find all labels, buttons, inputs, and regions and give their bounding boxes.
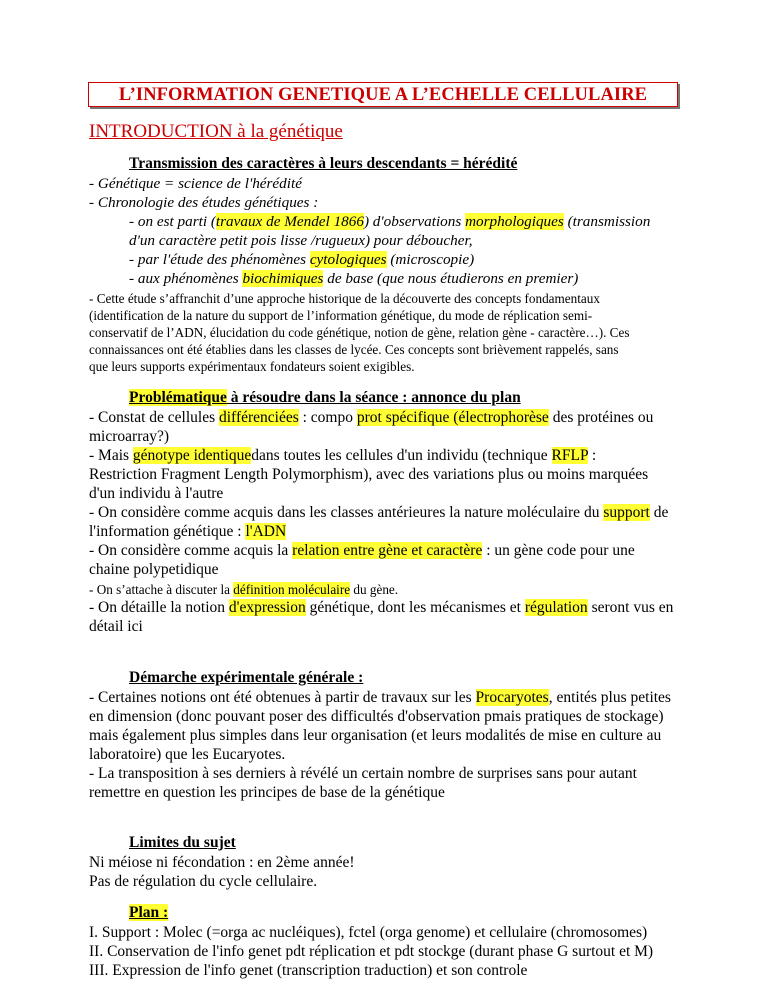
highlight: Problématique bbox=[129, 389, 227, 406]
highlight: régulation bbox=[524, 599, 588, 616]
line: III. Expression de l'info genet (transcription traduction) et son controle bbox=[89, 962, 528, 979]
line: détail ici bbox=[89, 618, 143, 635]
line: (identification de la nature du support de l’information génétique, du mode de réplication semi- bbox=[89, 308, 593, 323]
line: connaissances ont été établies dans les classes de lycée. Ces concepts sont brièvement rappelés, sans bbox=[89, 342, 619, 357]
line: l'information génétique : l'ADN bbox=[89, 523, 287, 540]
line: - aux phénomènes biochimiques de base (que nous étudierons en premier) bbox=[129, 270, 579, 287]
highlight: morphologiques bbox=[465, 213, 564, 230]
method-heading: Démarche expérimentale générale : bbox=[129, 669, 364, 686]
highlight: Procaryotes bbox=[475, 689, 549, 706]
line: laboratoire) que les Eucaryotes. bbox=[89, 746, 286, 763]
line: - Génétique = science de l'hérédité bbox=[89, 175, 302, 192]
title-box bbox=[88, 82, 678, 107]
highlight: RFLP bbox=[551, 447, 589, 464]
highlight: d'expression bbox=[228, 599, 306, 616]
line: - On considère comme acquis la relation entre gène et caractère : un gène code pour une bbox=[89, 542, 635, 559]
limits-heading: Limites du sujet bbox=[129, 834, 236, 851]
problem-heading: Problématique à résoudre dans la séance : annonce du plan bbox=[129, 389, 521, 406]
line: - par l'étude des phénomènes cytologiques (microscopie) bbox=[129, 251, 475, 268]
document-title: L’INFORMATION GENETIQUE A L’ECHELLE CELLULAIRE bbox=[118, 85, 648, 105]
heredity-heading: Transmission des caractères à leurs descendants = hérédité bbox=[129, 155, 518, 172]
highlight: Plan : bbox=[129, 904, 169, 921]
line: - Cette étude s’affranchit d’une approche historique de la découverte des concepts fondamentaux bbox=[89, 291, 600, 306]
highlight: l'ADN bbox=[245, 523, 287, 540]
line: microarray?) bbox=[89, 428, 170, 445]
line: Ni méiose ni fécondation : en 2ème année! bbox=[89, 854, 355, 871]
line: - La transposition à ses derniers à révélé un certain nombre de surprises sans pour autant bbox=[89, 765, 637, 782]
intro-heading: INTRODUCTION à la génétique bbox=[89, 121, 343, 142]
highlight: génotype identique bbox=[132, 447, 252, 464]
line: - Constat de cellules différenciées : compo prot spécifique (électrophorèse des protéines ou bbox=[89, 409, 654, 426]
line: Restriction Fragment Length Polymorphism), avec des variations plus ou moins marquées bbox=[89, 466, 649, 483]
highlight: support bbox=[603, 504, 650, 521]
line: d'un caractère petit pois lisse /rugueux) pour déboucher, bbox=[129, 232, 473, 249]
highlight: biochimiques bbox=[242, 270, 324, 287]
line: Pas de régulation du cycle cellulaire. bbox=[89, 873, 318, 890]
line: - On détaille la notion d'expression génétique, dont les mécanismes et régulation seront vus en bbox=[89, 599, 674, 616]
line: que leurs supports expérimentaux fondateurs soient exigibles. bbox=[89, 359, 415, 374]
highlight: relation entre gène et caractère bbox=[292, 542, 483, 559]
highlight: cytologiques bbox=[309, 251, 387, 268]
highlight: définition moléculaire bbox=[233, 582, 351, 597]
line: conservatif de l’ADN, élucidation du code génétique, notion de gène, relation gène - caractère…). Ces bbox=[89, 325, 630, 340]
line: - Mais génotype identiquedans toutes les cellules d'un individu (technique RFLP : bbox=[89, 447, 597, 464]
highlight: travaux de Mendel 1866 bbox=[215, 213, 364, 230]
line: - on est parti (travaux de Mendel 1866) d'observations morphologiques (transmission bbox=[129, 213, 651, 230]
line: II. Conservation de l'info genet pdt réplication et pdt stockge (durant phase G surtout et M) bbox=[89, 943, 654, 960]
line: - Certaines notions ont été obtenues à partir de travaux sur les Procaryotes, entités plus petites bbox=[89, 689, 671, 706]
line: chaine polypetidique bbox=[89, 561, 219, 578]
line: mais également plus simples dans leur organisation (et leurs modalités de mise en culture au bbox=[89, 727, 662, 744]
line: - On s’attache à discuter la définition moléculaire du gène. bbox=[89, 582, 399, 597]
line: remettre en question les principes de base de la génétique bbox=[89, 784, 445, 801]
line: - Chronologie des études génétiques : bbox=[89, 194, 319, 211]
line: I. Support : Molec (=orga ac nucléiques), fctel (orga genome) et cellulaire (chromosomes) bbox=[89, 924, 648, 941]
line: d'un individu à l'autre bbox=[89, 485, 224, 502]
highlight: différenciées bbox=[219, 409, 299, 426]
highlight: prot spécifique (électrophorèse bbox=[356, 409, 549, 426]
line: - On considère comme acquis dans les classes antérieures la nature moléculaire du support de bbox=[89, 504, 669, 521]
plan-heading bbox=[129, 903, 168, 923]
line: en dimension (donc pouvant poser des difficultés d'observation pmais pratiques de stockage) bbox=[89, 708, 664, 725]
